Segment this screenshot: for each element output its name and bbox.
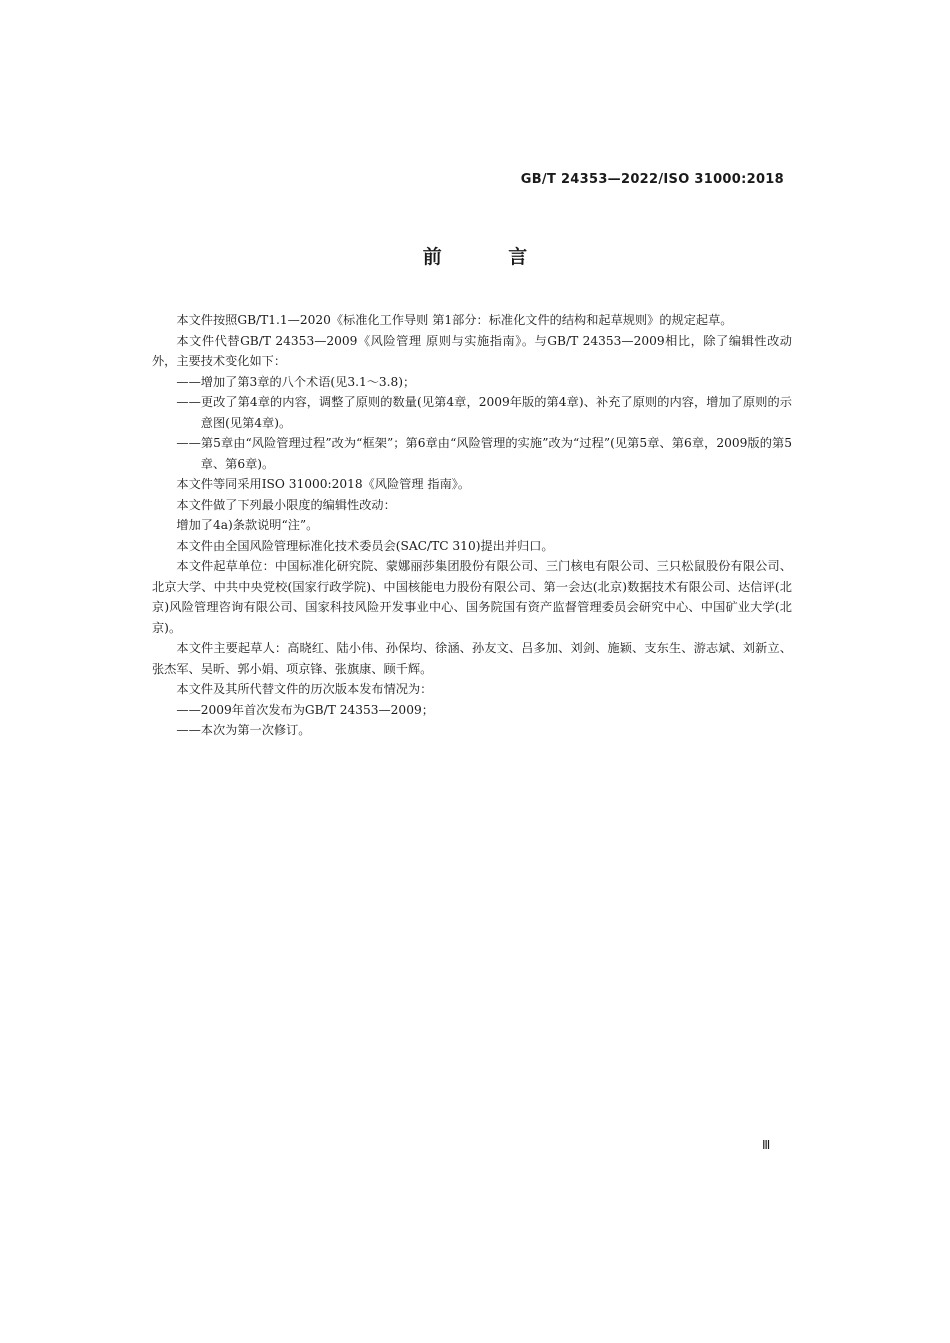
page-number: Ⅲ — [762, 1138, 771, 1152]
change-item: ——更改了第4章的内容，调整了原则的数量(见第4章，2009年版的第4章)、补充了原则的内容，增加了原则的示意图(见第4章)。 — [176, 395, 792, 430]
foreword-body — [152, 310, 792, 741]
paragraph-drafting-units: 本文件起草单位：中国标准化研究院、蒙娜丽莎集团股份有限公司、三门核电有限公司、三只松鼠股份有限公司、北京大学、中共中央党校(国家行政学院)、中国核能电力股份有限公司、第一会达(北京)数据技术有限公司、达信评(北京)风险管理咨询有限公司、国家科技风险开发事业中心、国务院国有资产监督管理委员会研究中心、中国矿业大学(北京)。 — [152, 559, 792, 635]
paragraph-replaces: 本文件代替GB/T 24353—2009《风险管理 原则与实施指南》。与GB/T 24353—2009相比，除了编辑性改动外，主要技术变化如下： — [152, 333, 792, 368]
paragraph-drafting-basis: 本文件按照GB/T1.1—2020《标准化工作导则 第1部分：标准化文件的结构和起草规则》的规定起草。 — [176, 313, 733, 327]
paragraph-editorial-note: 增加了4a)条款说明“注”。 — [176, 518, 319, 532]
paragraph-proposer: 本文件由全国风险管理标准化技术委员会(SAC/TC 310)提出并归口。 — [176, 538, 554, 553]
change-item: ——第5章由“风险管理过程”改为“框架”；第6章由“风险管理的实施”改为“过程”(见第5章、第6章，2009版的第5章、第6章)。 — [176, 436, 792, 471]
paragraph-drafters: 本文件主要起草人：高晓红、陆小伟、孙保均、徐涵、孙友文、吕多加、刘剑、施颖、支东生、游志斌、刘新立、张杰军、吴昕、郭小娟、项京锋、张旗康、顾千辉。 — [152, 641, 792, 676]
history-item: ——本次为第一次修订。 — [176, 723, 311, 737]
page-title: 前 言 — [422, 246, 558, 268]
history-item: ——2009年首次发布为GB/T 24353—2009； — [176, 702, 434, 717]
paragraph-adoption: 本文件等同采用ISO 31000:2018《风险管理 指南》。 — [176, 477, 471, 491]
paragraph-editorial-changes: 本文件做了下列最小限度的编辑性改动： — [176, 497, 396, 512]
standard-code: GB/T 24353—2022/ISO 31000:2018 — [520, 172, 784, 187]
change-item: ——增加了第3章的八个术语(见3.1～3.8)； — [176, 374, 416, 389]
paragraph-history: 本文件及其所代替文件的历次版本发布情况为： — [176, 682, 433, 696]
